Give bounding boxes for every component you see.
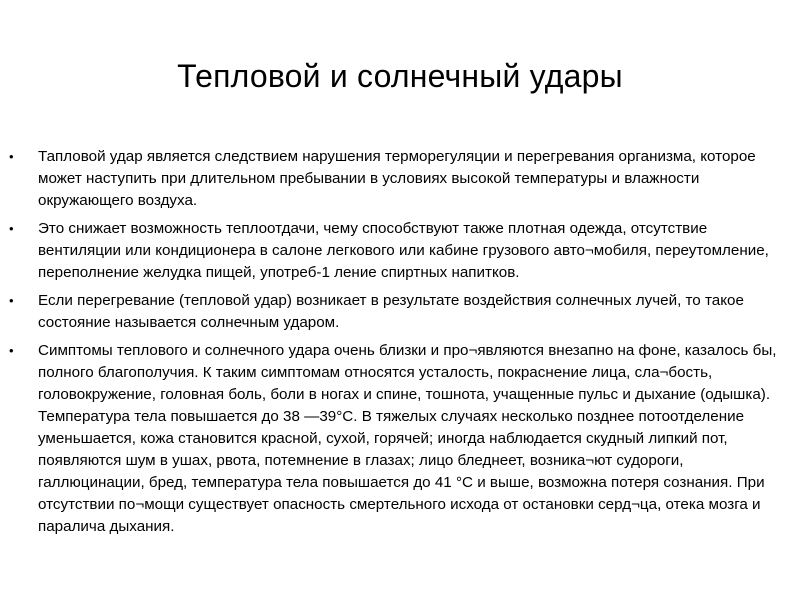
slide-title: Тепловой и солнечный удары — [177, 58, 623, 94]
bullet-item-sunstroke-definition — [0, 290, 800, 334]
bullet-item-symptoms — [0, 340, 800, 538]
bullet-marker-icon: • — [9, 221, 14, 236]
bullet-text: Если перегревание (тепловой удар) возникает в результате воздействия солнечных лучей, то такое состояние называется солнечным ударом. — [38, 292, 744, 331]
bullet-text: Это снижает возможность теплоотдачи, чему способствуют также плотная одежда, отсутствие вентиляции или кондиционера в салоне легкового или кабине грузового авто¬мобиля, переутомление, переполнение желудка пищей, употреб-1 ление спиртных напитков. — [38, 220, 769, 281]
bullet-text: Симптомы теплового и солнечного удара очень близки и про¬являются внезапно на фоне, казалось бы, полного благополучия. К таким симптомам относятся усталость, покраснение лица, сла¬бость, головокружение, головная боль, боли в ногах и спине, тошнота, учащенные пульс и дыхание (одышка). Температура тела повышается до 38 —39°С. В тяжелых случаях несколько позднее потоотделение уменьшается, кожа становится красной, сухой, горячей; иногда наблюдается скудный липкий пот, появляются шум в ушах, рвота, потемнение в глазах; лицо бледнеет, возника¬ют судороги, галлюцинации, бред, температура тела повышается до 41 °С и выше, возможна потеря сознания. При отсутствии по¬мощи существует опасность смертельного исхода от остановки серд¬ца, отека мозга и паралича дыхания. — [38, 342, 777, 535]
bullet-item-heat-stroke-definition — [0, 146, 800, 212]
bullet-item-heat-transfer-factors — [0, 218, 800, 284]
bullet-marker-icon: • — [9, 293, 14, 308]
bullet-marker-icon: • — [9, 343, 14, 358]
bullet-list — [0, 146, 800, 544]
bullet-marker-icon: • — [9, 149, 14, 164]
bullet-text: Тапловой удар является следствием нарушения терморегуляции и перегревания организма, которое может наступить при длительном пребывании в условиях высокой температуры и влажности окружающего воздуха. — [38, 148, 756, 209]
